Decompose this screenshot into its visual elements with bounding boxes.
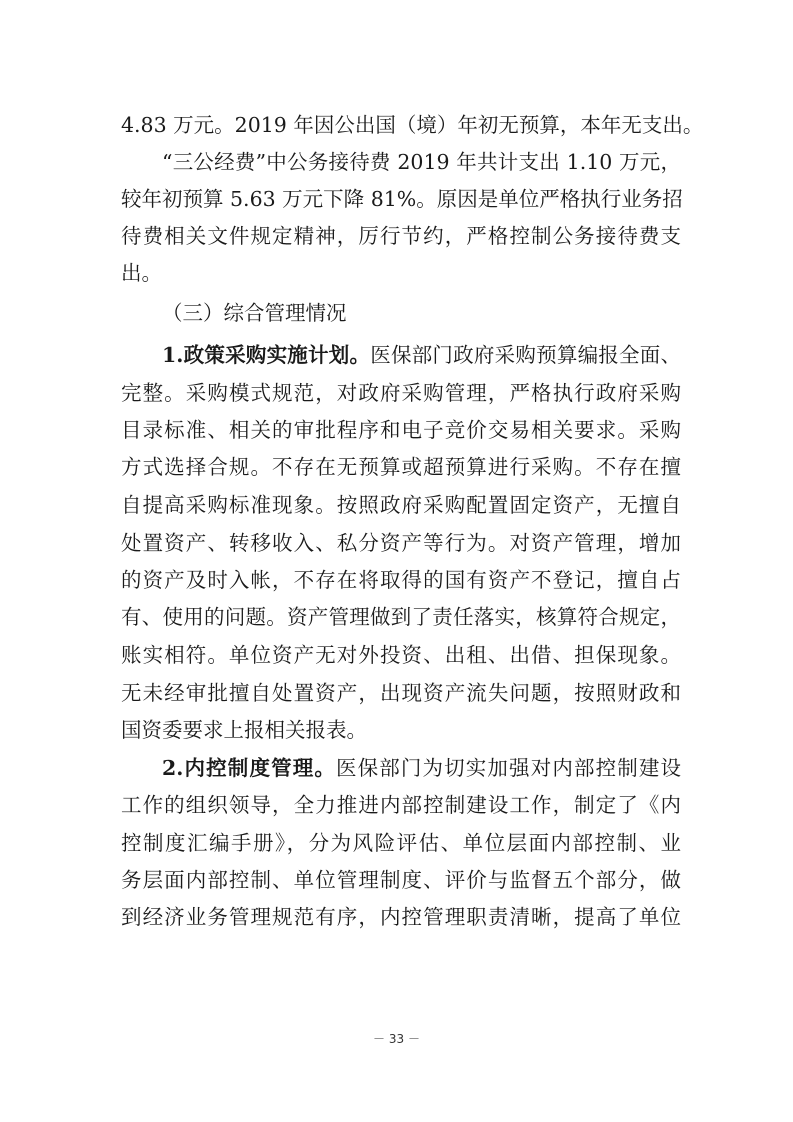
paragraph-line: 目录标准、相关的审批程序和电子竞价交易相关要求。采购 xyxy=(121,418,681,442)
page-number: － 33 － xyxy=(373,1032,420,1046)
paragraph-line: 账实相符。单位资产无对外投资、出租、出借、担保现象。 xyxy=(121,643,681,667)
paragraph-line: 自提高采购标准现象。按照政府采购配置固定资产，无擅自 xyxy=(121,493,681,517)
paragraph-line: 工作的组织领导，全力推进内部控制建设工作，制定了《内 xyxy=(121,793,681,817)
paragraph-line: 4.83 万元。2019 年因公出国（境）年初无预算，本年无支出。 xyxy=(121,113,704,137)
paragraph-line: 待费相关文件规定精神，厉行节约，严格控制公务接待费支 xyxy=(121,224,681,248)
paragraph-line: 方式选择合规。不存在无预算或超预算进行采购。不存在擅 xyxy=(121,455,681,479)
paragraph-line: 完整。采购模式规范，对政府采购管理，严格执行政府采购 xyxy=(121,381,681,405)
paragraph-text: 医保部门政府采购预算编报全面、 xyxy=(370,343,681,367)
paragraph-text: 医保部门为切实加强对内部控制建设 xyxy=(335,756,682,780)
paragraph-line: 控制度汇编手册》，分为风险评估、单位层面内部控制、业 xyxy=(121,831,681,855)
paragraph-line: 较年初预算 5.63 万元下降 81%。原因是单位严格执行业务招 xyxy=(121,187,683,211)
paragraph-line: 到经济业务管理规范有序，内控管理职责清晰，提高了单位 xyxy=(121,905,681,929)
paragraph-line: 务层面内部控制、单位管理制度、评价与监督五个部分，做 xyxy=(121,868,681,892)
paragraph-line xyxy=(162,340,681,370)
paragraph-line: 出。 xyxy=(121,261,162,285)
section-heading: （三）综合管理情况 xyxy=(162,301,347,325)
paragraph-line: “三公经费”中公务接待费 2019 年共计支出 1.10 万元， xyxy=(162,150,681,174)
paragraph-line: 的资产及时入帐，不存在将取得的国有资产不登记，擅自占 xyxy=(121,568,681,592)
paragraph-line: 处置资产、转移收入、私分资产等行为。对资产管理，增加 xyxy=(121,531,681,555)
paragraph-line xyxy=(162,753,681,783)
internal-control-heading: 2.内控制度管理。 xyxy=(162,756,336,780)
paragraph-line: 有、使用的问题。资产管理做到了责任落实，核算符合规定， xyxy=(121,605,681,629)
paragraph-line: 国资委要求上报相关报表。 xyxy=(121,718,367,742)
paragraph-line: 无未经审批擅自处置资产，出现资产流失问题，按照财政和 xyxy=(121,681,681,705)
policy-procurement-heading: 1.政策采购实施计划。 xyxy=(162,343,371,367)
